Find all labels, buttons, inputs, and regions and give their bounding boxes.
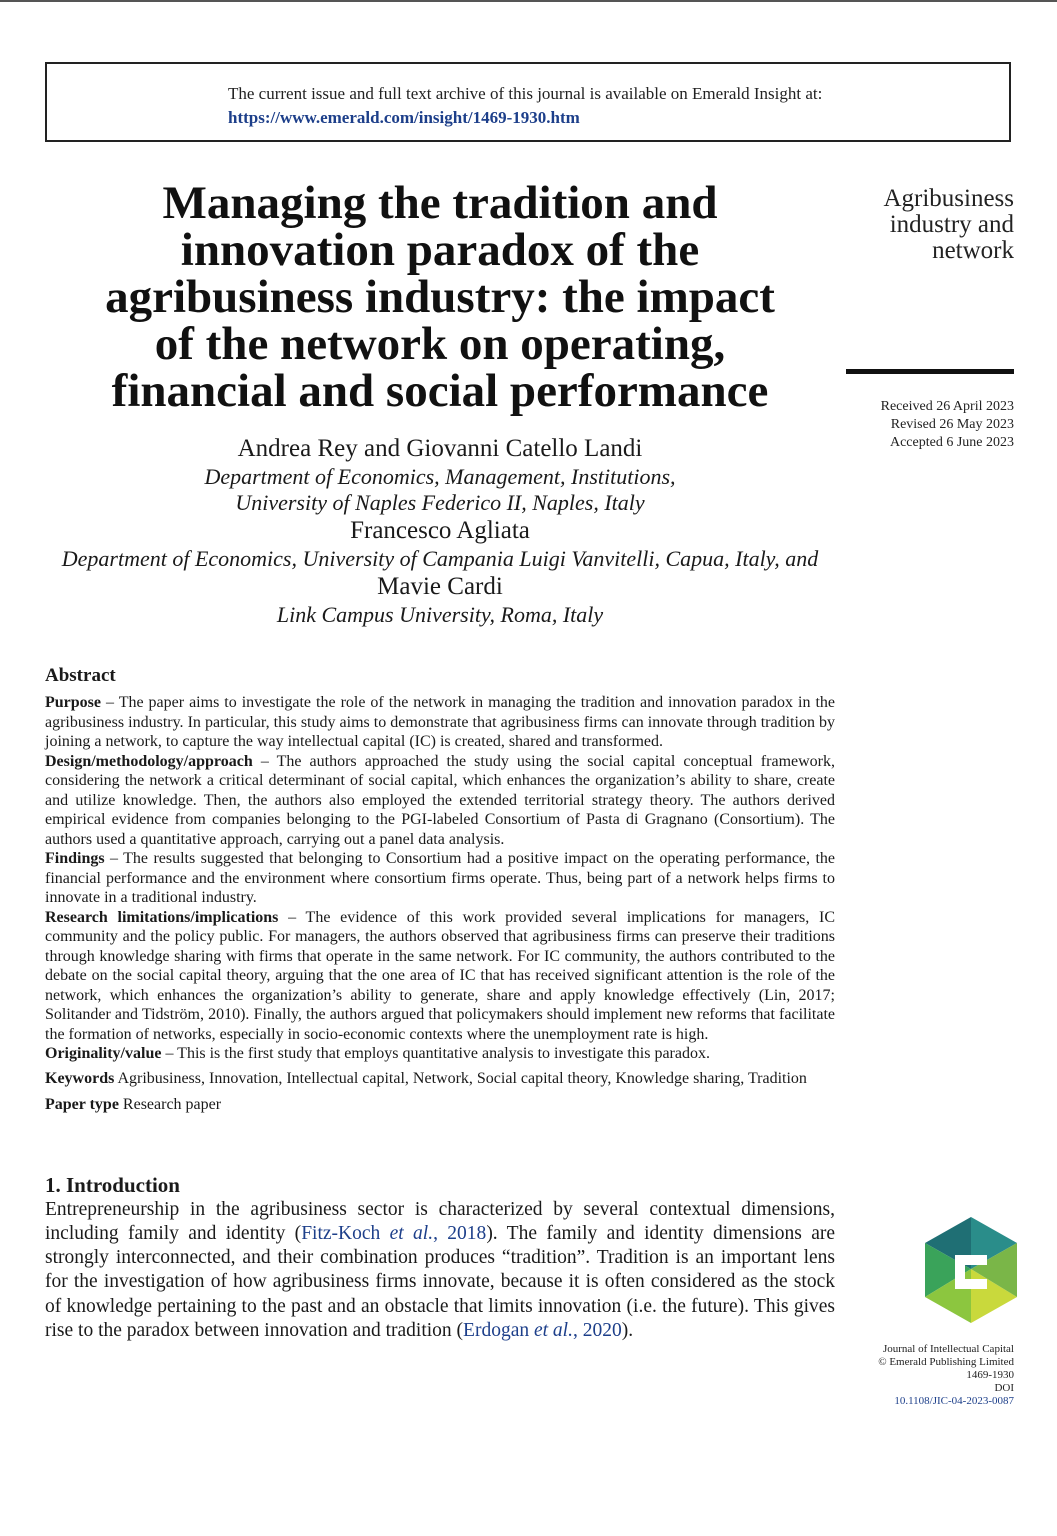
design-label: Design/methodology/approach	[45, 752, 253, 770]
keywords-label: Keywords	[45, 1069, 115, 1087]
accepted-date: Accepted 6 June 2023	[889, 435, 1014, 450]
availability-notice-box	[45, 62, 1011, 142]
design-text: – The authors approached the study using the social capital conceptual framework, considering the network a critical determinant of social capital, which enhances the organization’s ability to share, create and utilize knowledge. Then, the authors also employed the extended territorial strategy theory. The authors derived empirical evidence from companies belonging to the PGI-labeled Consortium of Pasta di Gragnano (Consortium). The authors used a quantitative approach, carrying out a panel data analysis.	[45, 752, 835, 848]
research-text: – The evidence of this work provided several implications for managers, IC community and the policy public. For managers, the authors observed that agribusiness firms can preserve their traditions through knowledge sharing with firms that operate in the same network. For IC community, the authors contributed to the debate on the social capital theory, arguing that the one area of IC that has received significant attention is the role of the network, which enhances the organization’s ability to generate, share and apply knowledge effectively (Lin, 2017; Solitander and Tidström, 2010). Finally, the authors argued that policymakers should implement new reforms that facilitate the formation of networks, especially in socio-economic contexts where the unemployment rate is high.	[45, 908, 835, 1043]
citation-author: Erdogan	[463, 1319, 534, 1341]
author-names: Mavie Cardi	[377, 573, 503, 600]
abstract-purpose	[45, 693, 835, 752]
title-line: Managing the tradition and	[162, 177, 718, 229]
abstract-research-limitations	[45, 908, 835, 1045]
citation-link-fitz-koch[interactable]	[301, 1223, 486, 1244]
notice-text: The current issue and full text archive of this journal is available on Emerald Insight at:	[228, 84, 823, 103]
abstract-heading: Abstract	[45, 665, 116, 686]
section-tag-line: network	[932, 237, 1014, 264]
journal-footer	[878, 1343, 1014, 1408]
intro-text: ).	[621, 1319, 634, 1341]
journal-name: Journal of Intellectual Capital	[882, 1343, 1014, 1355]
abstract-findings	[45, 849, 835, 908]
section-tag-line: Agribusiness	[883, 185, 1014, 212]
author-affiliation: Link Campus University, Roma, Italy	[276, 602, 604, 627]
findings-text: – The results suggested that belonging to Consortium had a positive impact on the operating performance, the financial performance and the environment where consortium firms operate. Thus, being part of a network helps firms to innovate in a traditional industry.	[45, 850, 835, 906]
author-affiliation: Department of Economics, University of Campania Luigi Vanvitelli, Capua, Italy, and	[61, 546, 819, 571]
main-content	[45, 663, 835, 1343]
citation-year: , 2020	[572, 1319, 622, 1341]
title-line: innovation paradox of the	[180, 224, 700, 276]
author-block	[40, 434, 840, 628]
emerald-logo-icon	[925, 1217, 1017, 1323]
author-names: Andrea Rey and Giovanni Catello Landi	[237, 435, 643, 462]
research-label: Research limitations/implications	[45, 908, 279, 926]
citation-etal: et al.	[389, 1222, 434, 1244]
availability-notice	[228, 82, 822, 130]
doi-link[interactable]: 10.1108/JIC-04-2023-0087	[894, 1395, 1014, 1407]
abstract-originality	[45, 1044, 835, 1064]
author-affiliation: Department of Economics, Management, Institutions,	[204, 464, 676, 489]
paper-type	[45, 1094, 835, 1116]
received-date: Received 26 April 2023	[880, 399, 1014, 414]
title-line: financial and social performance	[111, 365, 769, 417]
doi	[878, 1382, 1014, 1408]
citation-author: Fitz-Koch	[301, 1222, 390, 1244]
article-history	[881, 398, 1014, 452]
paper-type-label: Paper type	[45, 1095, 119, 1113]
paper-type-text: Research paper	[118, 1095, 222, 1113]
abstract-design	[45, 752, 835, 850]
intro-text: ). The family and identity dimensions are strongly interconnected, and their combination produces “tradition”. Tradition is an important lens for the investigation of how agribusiness firms innovate, because it is often considered as the stock of knowledge pertaining to the past and an obstacle that limits innovation (i.e. the future). This gives rise to the paradox between innovation and tradition (	[45, 1222, 836, 1341]
purpose-text: – The paper aims to investigate the role of the network in managing the tradition and innovation paradox in the agribusiness industry. In particular, this study aims to demonstrate that agribusiness firms can innovate through tradition by joining a network, to capture the way intellectual capital (IC) is created, shared and transformed.	[45, 694, 835, 750]
citation-etal: et al.	[533, 1319, 573, 1341]
title-line: agribusiness industry: the impact	[105, 271, 775, 323]
citation-link-erdogan[interactable]	[463, 1320, 622, 1341]
page-top-border	[0, 0, 1057, 2]
introduction-paragraph	[45, 1198, 835, 1344]
originality-text: – This is the first study that employs quantitative analysis to investigate this paradox.	[161, 1045, 710, 1062]
section-tag-line: industry and	[889, 211, 1014, 238]
citation-year: , 2018	[433, 1222, 487, 1244]
keywords-text: Agribusiness, Innovation, Intellectual capital, Network, Social capital theory, Knowledge sharing, Tradition	[114, 1069, 807, 1087]
revised-date: Revised 26 May 2023	[890, 417, 1014, 432]
journal-archive-link[interactable]: https://www.emerald.com/insight/1469-1930.htm	[228, 108, 580, 127]
running-section-tag	[883, 186, 1014, 264]
originality-label: Originality/value	[45, 1045, 162, 1062]
author-names: Francesco Agliata	[350, 517, 530, 544]
issn: 1469-1930	[966, 1369, 1014, 1381]
keywords	[45, 1068, 835, 1090]
article-title	[40, 177, 840, 417]
findings-label: Findings	[45, 850, 105, 867]
publisher: © Emerald Publishing Limited	[878, 1356, 1014, 1368]
introduction-heading: 1. Introduction	[45, 1172, 180, 1197]
doi-label: DOI	[994, 1382, 1014, 1394]
section-tag-rule	[846, 369, 1014, 374]
intro-text: Entrepreneurship in the agribusiness sector is characterized by several contextual dimensions, including family and identity (	[45, 1198, 835, 1244]
purpose-label: Purpose	[45, 694, 101, 711]
author-affiliation: University of Naples Federico II, Naples, Italy	[235, 490, 645, 515]
title-line: of the network on operating,	[154, 318, 726, 370]
